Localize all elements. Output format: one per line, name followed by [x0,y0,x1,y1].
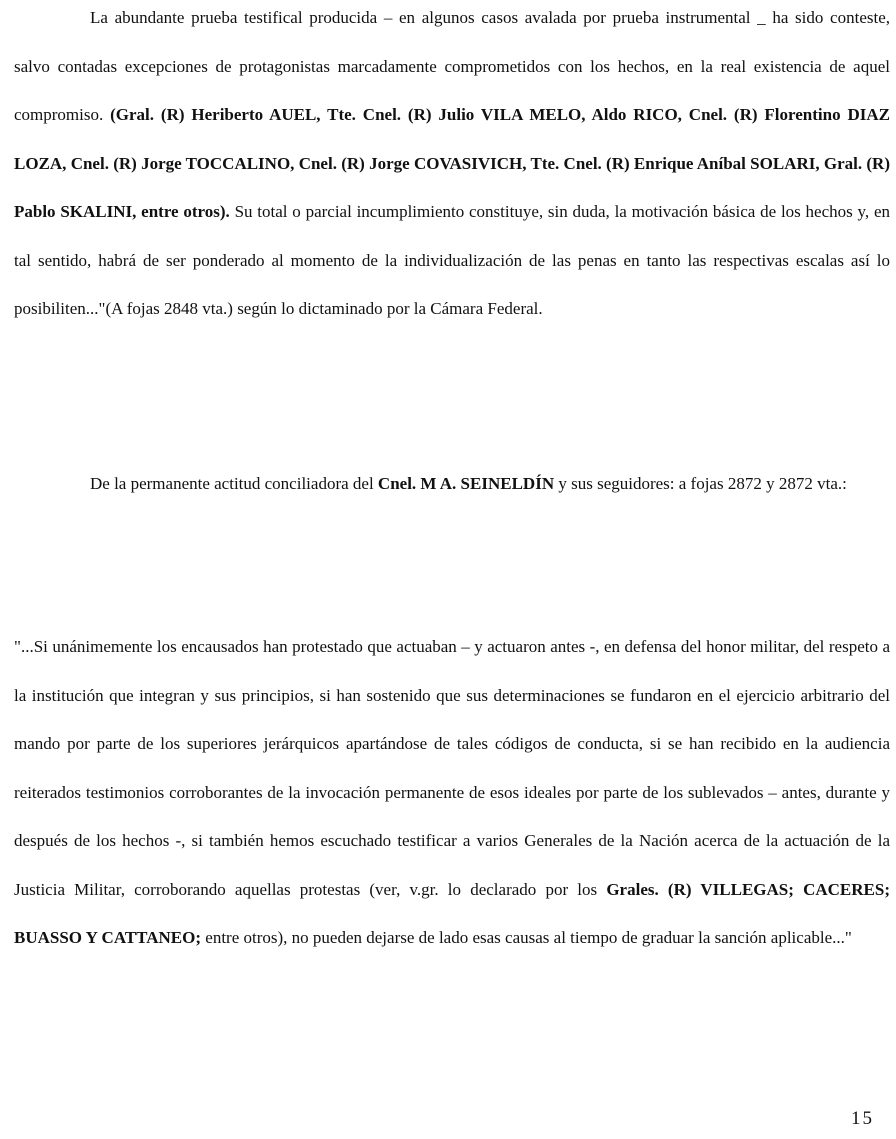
paragraph-bold-names: (Gral. (R) Heriberto AUEL, Tte. Cnel. (R) Julio VILA MELO, Aldo RICO, Cnel. (R) Florentino DIAZ LOZA, Cnel. (R) Jorge TOCCALINO, Cnel. (R) Jorge COVASIVICH, Tte. Cnel. (R) Enrique Aníbal SOLARI, Gral. (R) Pablo SKALINI, entre otros). [14,105,890,221]
paragraph-text: La abundante prueba testifical producida – en algunos casos avalada por prueba instrumental _ ha sido conteste, salvo contadas excepciones de protagonistas marcadamente comprometidos con los hechos, en la real existencia de aquel compromiso. [14,8,890,124]
paragraph-text: y sus seguidores: a fojas 2872 y 2872 vta.: [554,474,847,493]
paragraph-text: "...Si unánimemente los encausados han protestado que actuaban – y actuaron antes -, en defensa del honor militar, del respeto a la institución que integran y sus principios, si han sostenido que sus determinaciones se fundaron en el ejercicio arbitrario del mando por parte de los superiores jerárquicos apartándose de tales códigos de conducta, si se han recibido en la audiencia reiterados testimonios corroborantes de la invocación permanente de esos ideales por parte de los sublevados – antes, durante y después de los hechos -, si también hemos escuchado testificar a varios Generales de la Nación acerca de la actuación de la Justicia Militar, corroborando aquellas protestas (ver, v.gr. lo declarado por los [14,637,890,899]
paragraph-text: Su total o parcial incumplimiento constituye, sin duda, la motivación básica de los hechos y, en tal sentido, habrá de ser ponderado al momento de la individualización de las penas en tanto las respectivas escalas así lo posibiliten..."(A fojas 2848 vta.) según lo dictaminado por la Cámara Federal. [14,202,890,318]
paragraph-bold-name: Cnel. M A. SEINELDÍN [377,474,555,493]
paragraph-testimony [14,0,890,334]
paragraph-conciliatory [14,460,890,509]
paragraph-quote [14,623,890,963]
page-number: 15 [851,1108,874,1129]
paragraph-bold-names: Grales. (R) VILLEGAS; CACERES; BUASSO Y CATTANEO; [14,879,890,947]
paragraph-text: entre otros), no pueden dejarse de lado esas causas al tiempo de graduar la sanción aplicable..." [201,928,852,947]
paragraph-text: De la permanente actitud conciliadora del [90,474,378,493]
